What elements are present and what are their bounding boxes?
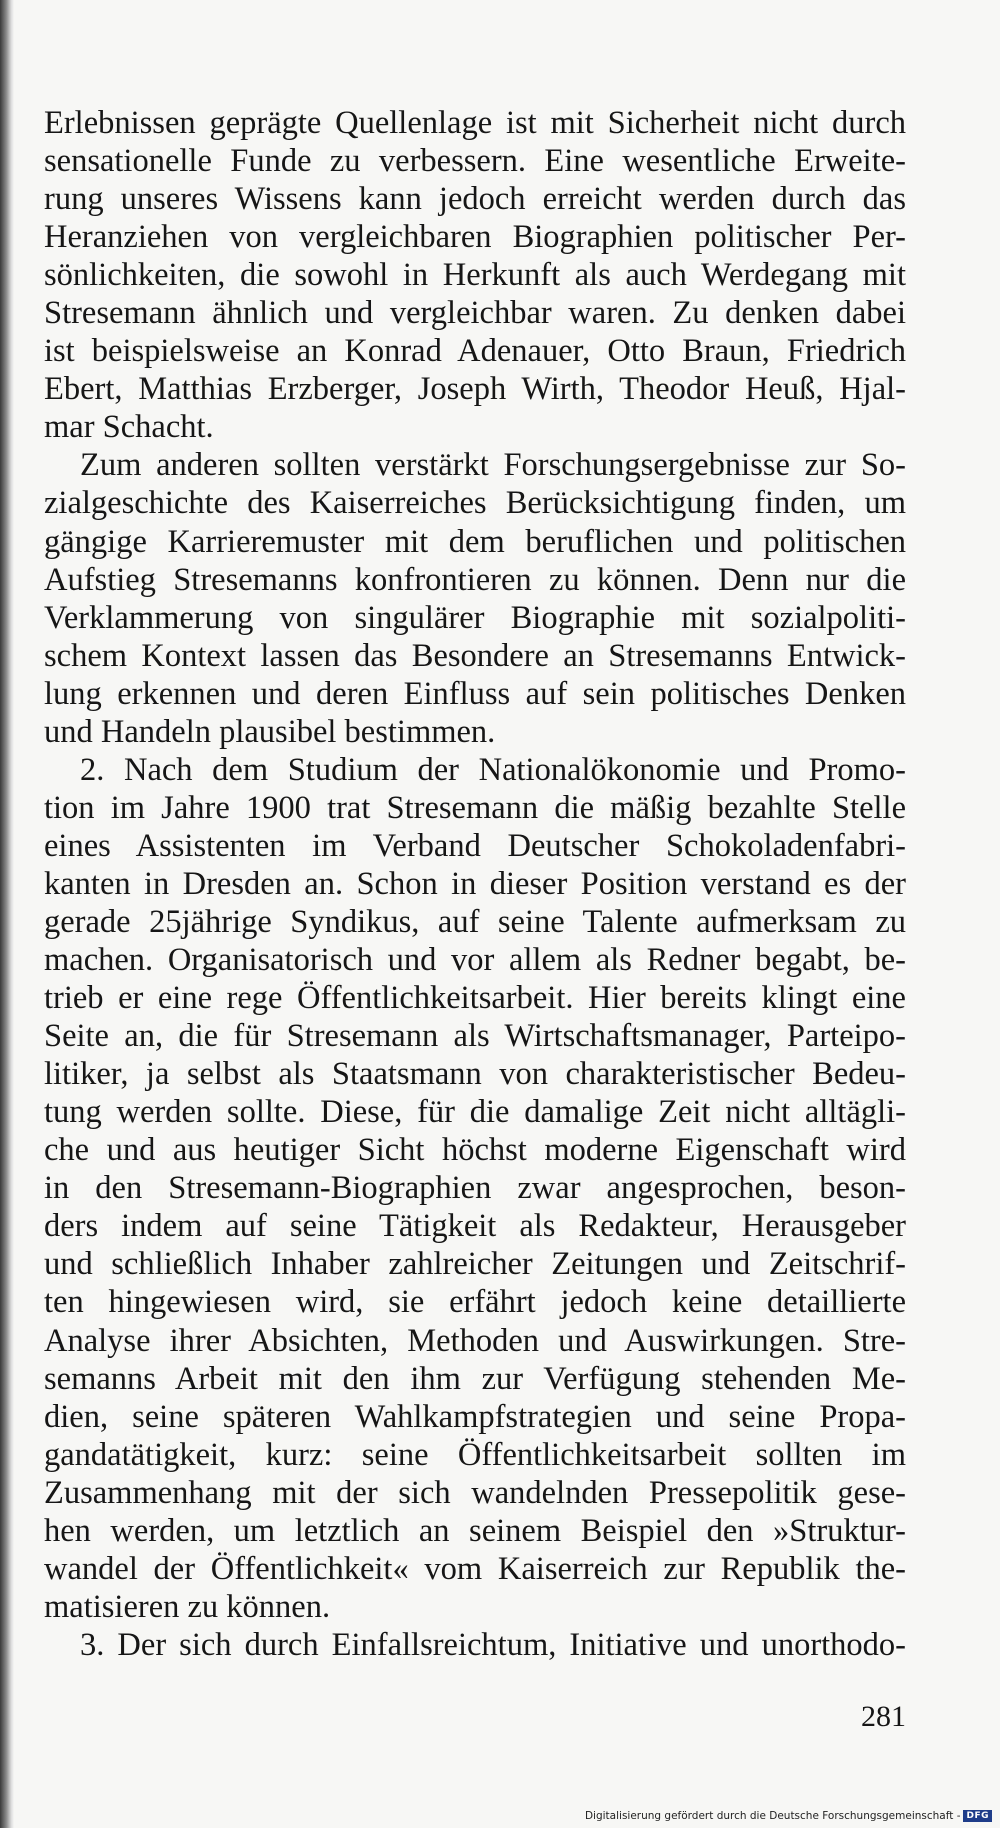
text-line: Seite an, die für Stresemann als Wirtschaftsmanager, Parteipo-: [44, 1018, 906, 1055]
text-line: che und aus heutiger Sicht höchst moderne Eigenschaft wird: [44, 1132, 906, 1169]
text-line: und schließlich Inhaber zahlreicher Zeitungen und Zeitschrif-: [44, 1246, 906, 1283]
text-line: dien, seine späteren Wahlkampfstrategien und seine Propa-: [44, 1398, 906, 1435]
text-line: schem Kontext lassen das Besondere an Stresemanns Entwick-: [44, 637, 906, 674]
text-line: gerade 25jährige Syndikus, auf seine Talente aufmerksam zu: [44, 903, 906, 940]
text-line: in den Stresemann-Biographien zwar angesprochen, beson-: [44, 1170, 906, 1207]
text-line: Heranziehen von vergleichbaren Biographien politischer Per-: [44, 219, 906, 256]
text-line: sönlichkeiten, die sowohl in Herkunft als auch Werdegang mit: [44, 257, 906, 294]
page-number: 281: [861, 1700, 906, 1733]
text-line: gandatätigkeit, kurz: seine Öffentlichkeitsarbeit sollten im: [44, 1436, 906, 1473]
text-line: gängige Karrieremuster mit dem beruflichen und politischen: [44, 523, 906, 560]
text-line: litiker, ja selbst als Staatsmann von charakteristischer Bedeu-: [44, 1056, 906, 1093]
text-line: 3. Der sich durch Einfallsreichtum, Initiative und unorthodo-: [80, 1626, 906, 1663]
text-line: ten hingewiesen wird, sie erfährt jedoch keine detaillierte: [44, 1284, 906, 1321]
text-line: matisieren zu können.: [44, 1588, 331, 1625]
text-line: Zusammenhang mit der sich wandelnden Pressepolitik gese-: [44, 1474, 906, 1511]
text-line: ders indem auf seine Tätigkeit als Redakteur, Herausgeber: [44, 1208, 906, 1245]
digitization-footer: [585, 1810, 992, 1822]
text-line: ist beispielsweise an Konrad Adenauer, Otto Braun, Friedrich: [44, 333, 906, 370]
text-line: 2. Nach dem Studium der Nationalökonomie und Promo-: [80, 751, 906, 788]
text-line: Analyse ihrer Absichten, Methoden und Auswirkungen. Stre-: [44, 1322, 906, 1359]
text-line: tion im Jahre 1900 trat Stresemann die mäßig bezahlte Stelle: [44, 789, 906, 826]
dfg-logo-icon: DFG: [963, 1810, 992, 1822]
text-line: lung erkennen und deren Einfluss auf sein politisches Denken: [44, 675, 906, 712]
binding-edge: [0, 0, 14, 1828]
text-line: eines Assistenten im Verband Deutscher Schokoladenfabri-: [44, 827, 906, 864]
text-line: semanns Arbeit mit den ihm zur Verfügung stehenden Me-: [44, 1360, 906, 1397]
text-line: mar Schacht.: [44, 409, 214, 446]
text-line: Stresemann ähnlich und vergleichbar waren. Zu denken dabei: [44, 295, 906, 332]
text-line: und Handeln plausibel bestimmen.: [44, 713, 496, 750]
text-line: sensationelle Funde zu verbessern. Eine wesentliche Erweite-: [44, 143, 906, 180]
footer-text: Digitalisierung gefördert durch die Deutsche Forschungsgemeinschaft -: [584, 1810, 961, 1822]
text-line: rung unseres Wissens kann jedoch erreicht werden durch das: [44, 181, 906, 218]
text-line: machen. Organisatorisch und vor allem als Redner begabt, be-: [44, 942, 906, 979]
text-line: hen werden, um letztlich an seinem Beispiel den »Struktur-: [44, 1512, 906, 1549]
text-line: zialgeschichte des Kaiserreiches Berücksichtigung finden, um: [44, 485, 906, 522]
text-line: tung werden sollte. Diese, für die damalige Zeit nicht alltägli-: [44, 1094, 906, 1131]
text-line: kanten in Dresden an. Schon in dieser Position verstand es der: [44, 865, 906, 902]
text-line: Zum anderen sollten verstärkt Forschungsergebnisse zur So-: [80, 447, 906, 484]
text-line: Ebert, Matthias Erzberger, Joseph Wirth, Theodor Heuß, Hjal-: [44, 371, 906, 408]
text-line: wandel der Öffentlichkeit« vom Kaiserreich zur Republik the-: [44, 1550, 906, 1587]
text-line: trieb er eine rege Öffentlichkeitsarbeit. Hier bereits klingt eine: [44, 980, 906, 1017]
body-text: [44, 104, 906, 1664]
text-line: Erlebnissen geprägte Quellenlage ist mit Sicherheit nicht durch: [44, 105, 906, 141]
text-line: Aufstieg Stresemanns konfrontieren zu können. Denn nur die: [44, 561, 906, 598]
text-line: Verklammerung von singulärer Biographie mit sozialpoliti-: [44, 599, 906, 636]
